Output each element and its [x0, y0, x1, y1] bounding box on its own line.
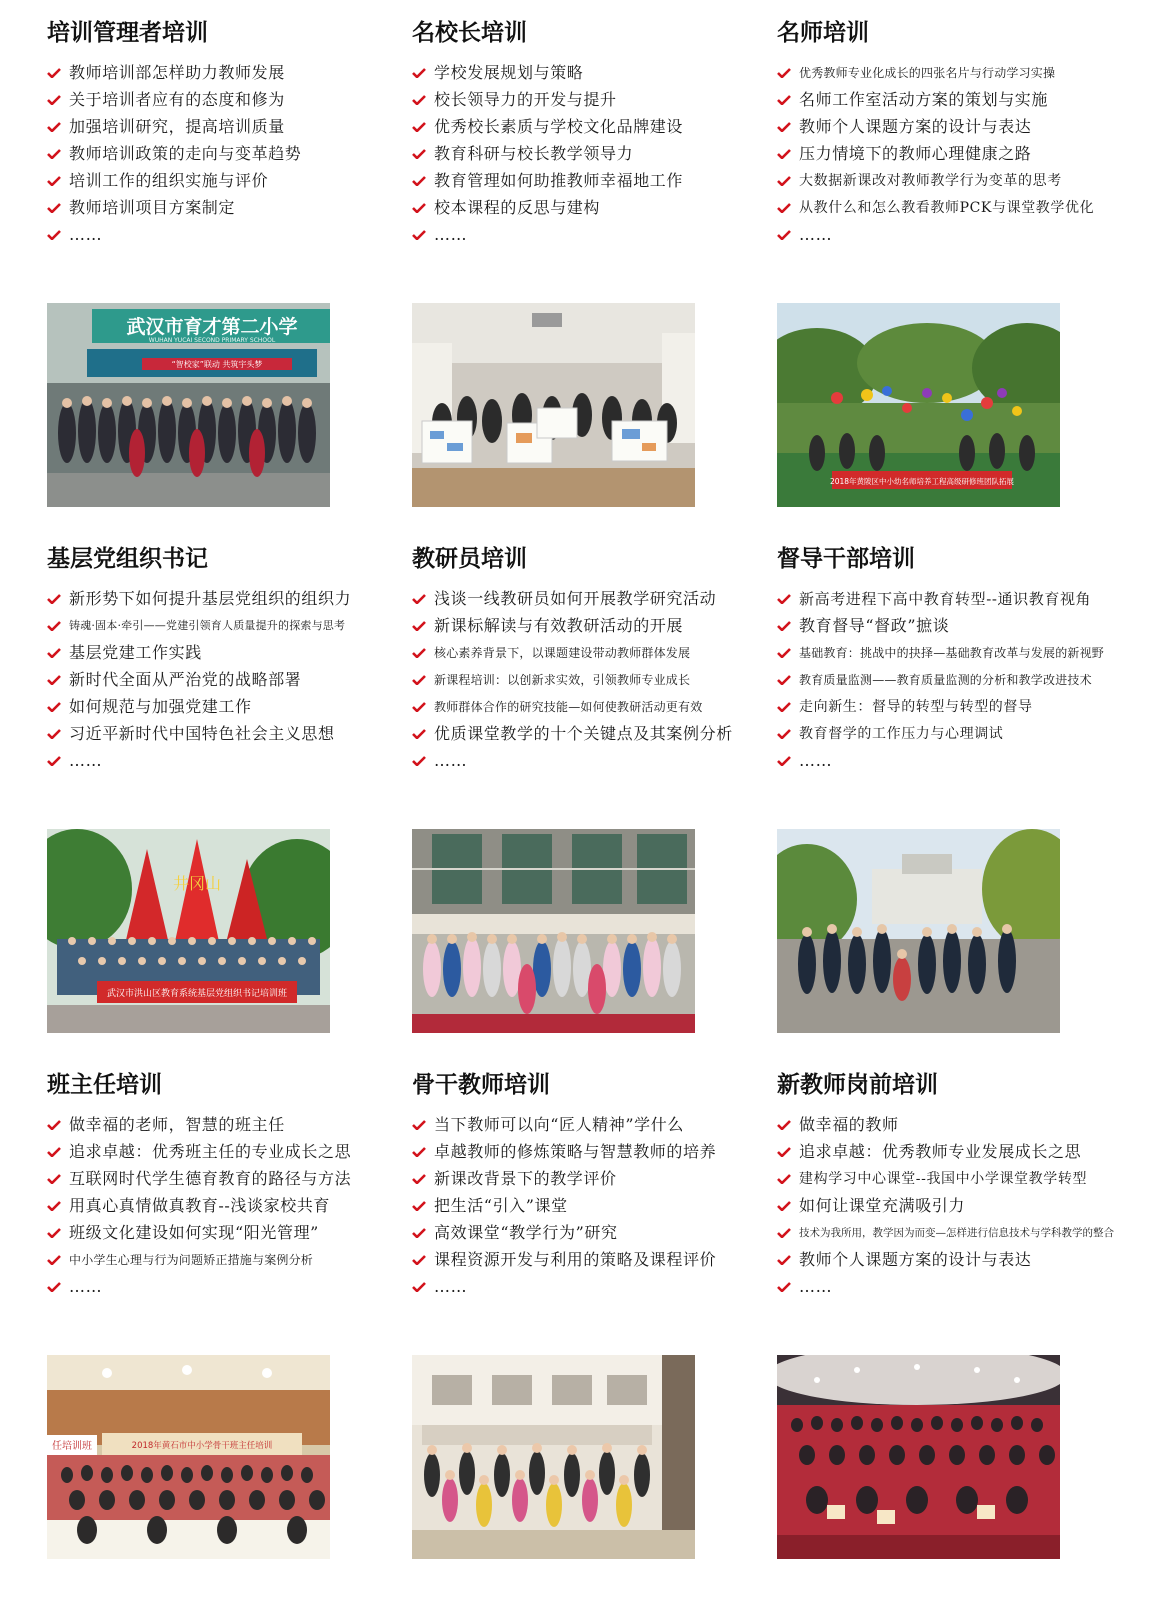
- topic-text: 培训工作的组织实施与评价: [69, 171, 269, 190]
- topic-item: [412, 694, 733, 721]
- topic-text: 优秀教师专业化成长的四张名片与行动学习实操: [799, 66, 1056, 80]
- topic-item: [412, 1112, 716, 1139]
- topic-item: [47, 222, 301, 249]
- check-icon: [47, 1120, 61, 1130]
- topic-item: [47, 87, 301, 114]
- topic-text: 中小学生心理与行为问题矫正措施与案例分析: [69, 1253, 314, 1267]
- check-icon: [777, 1228, 791, 1238]
- banner-text: “智校家”联动 共筑宇头梦: [171, 360, 263, 369]
- topic-text: 追求卓越：优秀教师专业发展成长之思: [799, 1142, 1082, 1161]
- campus-group-photo: [777, 829, 1060, 1033]
- topic-item: [777, 114, 1094, 141]
- topic-text: ……: [799, 225, 833, 244]
- check-icon: [47, 756, 61, 766]
- topic-item: [777, 1139, 1114, 1166]
- topic-item: [777, 222, 1094, 249]
- check-icon: [412, 1282, 426, 1292]
- check-icon: [412, 729, 426, 739]
- check-icon: [777, 230, 791, 240]
- topic-text: ……: [434, 1277, 468, 1296]
- topic-text: 班级文化建设如何实现“阳光管理”: [69, 1223, 319, 1242]
- topic-item: [47, 613, 351, 640]
- topic-item: [412, 1139, 716, 1166]
- check-icon: [412, 675, 426, 685]
- topic-text: 新形势下如何提升基层党组织的组织力: [69, 589, 352, 608]
- check-icon: [777, 176, 791, 186]
- check-icon: [777, 68, 791, 78]
- topic-text: 新课程培训：以创新求实效，引领教师专业成长: [434, 673, 691, 687]
- topic-item: [777, 613, 1104, 640]
- check-icon: [47, 122, 61, 132]
- check-icon: [47, 729, 61, 739]
- check-icon: [777, 1147, 791, 1157]
- topic-list: [777, 1112, 1114, 1301]
- topic-text: 优质课堂教学的十个关键点及其案例分析: [434, 724, 733, 743]
- topic-text: 新课标解读与有效教研活动的开展: [434, 616, 684, 635]
- topic-text: 新高考进程下高中教育转型--通识教育视角: [799, 590, 1092, 608]
- check-icon: [777, 756, 791, 766]
- topic-item: [47, 1274, 351, 1301]
- topic-text: 教育管理如何助推教师幸福地工作: [434, 171, 684, 190]
- topic-text: 校长领导力的开发与提升: [434, 90, 617, 109]
- section-title: 基层党组织书记: [47, 546, 208, 572]
- topic-text: 新课改背景下的教学评价: [434, 1169, 617, 1188]
- check-icon: [412, 1120, 426, 1130]
- topic-text: 当下教师可以向“匠人精神”学什么: [434, 1115, 684, 1134]
- topic-text: 教师个人课题方案的设计与表达: [799, 1250, 1032, 1269]
- topic-item: [47, 1247, 351, 1274]
- topic-text: 教育科研与校长教学领导力: [434, 144, 634, 163]
- topic-item: [47, 1139, 351, 1166]
- section-title: 培训管理者培训: [47, 20, 208, 46]
- auditorium-photo: [47, 1355, 330, 1559]
- topic-text: 用真心真情做真教育--浅谈家校共育: [69, 1196, 331, 1215]
- topic-item: [412, 613, 733, 640]
- banner-text: 2018年黄陂区中小幼名师培养工程高级研修班团队拓展: [829, 477, 1015, 486]
- check-icon: [412, 122, 426, 132]
- topic-text: 习近平新时代中国特色社会主义思想: [69, 724, 335, 743]
- topic-text: 关于培训者应有的态度和修为: [69, 90, 285, 109]
- section-title: 名校长培训: [412, 20, 527, 46]
- topic-text: 做幸福的老师，智慧的班主任: [69, 1115, 285, 1134]
- topic-item: [412, 195, 683, 222]
- check-icon: [47, 176, 61, 186]
- topic-text: 追求卓越：优秀班主任的专业成长之思: [69, 1142, 352, 1161]
- topic-item: [412, 141, 683, 168]
- topic-list: [777, 586, 1104, 775]
- check-icon: [777, 95, 791, 105]
- topic-text: 铸魂·固本·牵引——党建引领育人质量提升的探索与思考: [69, 619, 346, 632]
- section-title: 新教师岗前培训: [777, 1072, 938, 1098]
- check-icon: [412, 621, 426, 631]
- topic-text: 做幸福的教师: [799, 1115, 899, 1134]
- topic-text: 走向新生：督导的转型与转型的督导: [799, 699, 1033, 715]
- check-icon: [412, 594, 426, 604]
- topic-text: ……: [799, 1277, 833, 1296]
- topic-item: [412, 1220, 716, 1247]
- topic-list: [47, 586, 351, 775]
- topic-item: [412, 1247, 716, 1274]
- check-icon: [777, 122, 791, 132]
- check-icon: [777, 1201, 791, 1211]
- classroom-photo: [412, 303, 695, 507]
- check-icon: [47, 1255, 61, 1265]
- section-title: 督导干部培训: [777, 546, 915, 572]
- topic-text: 从教什么和怎么教看教师PCK与课堂教学优化: [799, 200, 1095, 216]
- check-icon: [777, 1120, 791, 1130]
- check-icon: [412, 203, 426, 213]
- check-icon: [47, 1201, 61, 1211]
- topic-item: [412, 640, 733, 667]
- topic-item: [47, 640, 351, 667]
- check-icon: [777, 621, 791, 631]
- topic-text: 学校发展规划与策略: [434, 63, 584, 82]
- topic-item: [412, 168, 683, 195]
- topic-text: 优秀校长素质与学校文化品牌建设: [434, 117, 684, 136]
- building-group-photo: [412, 829, 695, 1033]
- topic-text: 如何让课堂充满吸引力: [799, 1196, 966, 1215]
- topic-list: [47, 1112, 351, 1301]
- topic-item: [777, 87, 1094, 114]
- topic-item: [777, 1247, 1114, 1274]
- topic-text: 卓越教师的修炼策略与智慧教师的培养: [434, 1142, 717, 1161]
- check-icon: [412, 702, 426, 712]
- check-icon: [777, 648, 791, 658]
- check-icon: [47, 675, 61, 685]
- topic-item: [412, 114, 683, 141]
- check-icon: [47, 230, 61, 240]
- topic-text: ……: [69, 751, 103, 770]
- topic-text: 压力情境下的教师心理健康之路: [799, 144, 1032, 163]
- topic-text: 把生活“引入”课堂: [434, 1196, 568, 1215]
- topic-item: [47, 114, 301, 141]
- check-icon: [47, 1282, 61, 1292]
- check-icon: [412, 756, 426, 766]
- topic-text: 高效课堂“教学行为”研究: [434, 1223, 618, 1242]
- topic-item: [47, 667, 351, 694]
- topic-text: 浅谈一线教研员如何开展教学研究活动: [434, 589, 717, 608]
- topic-text: ……: [799, 751, 833, 770]
- topic-item: [47, 60, 301, 87]
- check-icon: [47, 68, 61, 78]
- check-icon: [777, 729, 791, 739]
- check-icon: [47, 95, 61, 105]
- topic-text: 新时代全面从严治党的战略部署: [69, 670, 302, 689]
- check-icon: [412, 1147, 426, 1157]
- topic-text: 技术为我所用，教学因为而变—怎样进行信息技术与学科教学的整合: [799, 1227, 1114, 1239]
- banner-text: 2018年黄石市中小学骨干班主任培训: [131, 1441, 273, 1451]
- check-icon: [777, 594, 791, 604]
- check-icon: [47, 621, 61, 631]
- outdoor-team-photo: [777, 303, 1060, 507]
- topic-item: [777, 1193, 1114, 1220]
- topic-text: 教育督导“督政”摭谈: [799, 616, 950, 635]
- topic-item: [412, 748, 733, 775]
- topic-text: ……: [69, 1277, 103, 1296]
- monument-group-photo: [47, 829, 330, 1033]
- banner-text: 武汉市洪山区教育系统基层党组织书记培训班: [106, 989, 288, 999]
- lecture-hall-photo: [777, 1355, 1060, 1559]
- topic-item: [47, 1112, 351, 1139]
- topic-item: [47, 1166, 351, 1193]
- topic-item: [47, 1193, 351, 1220]
- check-icon: [412, 1228, 426, 1238]
- topic-item: [47, 1220, 351, 1247]
- topic-item: [47, 748, 351, 775]
- check-icon: [412, 1174, 426, 1184]
- topic-text: 教育督学的工作压力与心理调试: [799, 726, 1004, 742]
- topic-text: 基础教育：挑战中的抉择—基础教育改革与发展的新视野: [799, 646, 1105, 660]
- topic-item: [47, 694, 351, 721]
- topic-item: [47, 721, 351, 748]
- topic-item: [777, 721, 1104, 748]
- check-icon: [777, 1255, 791, 1265]
- topic-item: [47, 586, 351, 613]
- topic-text: 如何规范与加强党建工作: [69, 697, 252, 716]
- topic-text: 教师个人课题方案的设计与表达: [799, 117, 1032, 136]
- banner-left-text: 任培训班: [52, 1441, 92, 1452]
- topic-text: 课程资源开发与利用的策略及课程评价: [434, 1250, 717, 1269]
- topic-text: 互联网时代学生德育教育的路径与方法: [69, 1169, 352, 1188]
- check-icon: [47, 1174, 61, 1184]
- section-title: 骨干教师培训: [412, 1072, 550, 1098]
- topic-text: 教师群体合作的研究技能—如何使教研活动更有效: [434, 700, 703, 714]
- topic-list: [777, 60, 1094, 249]
- topic-text: 教师培训部怎样助力教师发展: [69, 63, 285, 82]
- school-sign: 武汉市育才第二小学: [126, 316, 298, 338]
- check-icon: [412, 149, 426, 159]
- courtyard-group-photo: [412, 1355, 695, 1559]
- topic-item: [47, 168, 301, 195]
- topic-item: [412, 1274, 716, 1301]
- check-icon: [47, 702, 61, 712]
- topic-text: 名师工作室活动方案的策划与实施: [799, 90, 1049, 109]
- topic-text: 大数据新课改对教师教学行为变革的思考: [799, 173, 1062, 189]
- check-icon: [412, 648, 426, 658]
- topic-list: [47, 60, 301, 249]
- topic-text: 加强培训研究，提高培训质量: [69, 117, 285, 136]
- topic-item: [777, 60, 1094, 87]
- check-icon: [47, 1228, 61, 1238]
- check-icon: [412, 68, 426, 78]
- section-title: 教研员培训: [412, 546, 527, 572]
- topic-item: [777, 640, 1104, 667]
- check-icon: [777, 675, 791, 685]
- topic-item: [777, 1274, 1114, 1301]
- topic-text: ……: [434, 225, 468, 244]
- topic-item: [777, 168, 1094, 195]
- check-icon: [47, 203, 61, 213]
- check-icon: [412, 230, 426, 240]
- topic-text: 校本课程的反思与建构: [434, 198, 601, 217]
- topic-item: [412, 1166, 716, 1193]
- topic-item: [777, 586, 1104, 613]
- check-icon: [777, 1174, 791, 1184]
- check-icon: [47, 1147, 61, 1157]
- topic-text: 教师培训政策的走向与变革趋势: [69, 144, 302, 163]
- topic-item: [777, 1166, 1114, 1193]
- section-title: 班主任培训: [47, 1072, 162, 1098]
- check-icon: [412, 1255, 426, 1265]
- check-icon: [412, 1201, 426, 1211]
- topic-text: 教育质量监测——教育质量监测的分析和教学改进技术: [799, 673, 1092, 687]
- topic-item: [412, 87, 683, 114]
- check-icon: [777, 1282, 791, 1292]
- topic-item: [777, 748, 1104, 775]
- topic-item: [777, 667, 1104, 694]
- topic-text: 核心素养背景下，以课题建设带动教师群体发展: [434, 646, 691, 660]
- check-icon: [777, 702, 791, 712]
- topic-text: ……: [434, 751, 468, 770]
- topic-item: [777, 694, 1104, 721]
- topic-text: 基层党建工作实践: [69, 643, 202, 662]
- check-icon: [777, 203, 791, 213]
- topic-item: [412, 721, 733, 748]
- topic-item: [777, 1220, 1114, 1247]
- topic-item: [412, 667, 733, 694]
- topic-list: [412, 60, 683, 249]
- topic-item: [412, 222, 683, 249]
- topic-text: 教师培训项目方案制定: [69, 198, 236, 217]
- topic-text: ……: [69, 225, 103, 244]
- check-icon: [412, 176, 426, 186]
- topic-item: [47, 141, 301, 168]
- topic-list: [412, 1112, 716, 1301]
- topic-item: [777, 195, 1094, 222]
- group-photo: [47, 303, 330, 507]
- school-sign-en: WUHAN YUCAI SECOND PRIMARY SCHOOL: [148, 337, 276, 344]
- topic-item: [777, 141, 1094, 168]
- check-icon: [777, 149, 791, 159]
- topic-list: [412, 586, 733, 775]
- topic-item: [47, 195, 301, 222]
- check-icon: [47, 149, 61, 159]
- check-icon: [47, 594, 61, 604]
- check-icon: [47, 648, 61, 658]
- check-icon: [412, 95, 426, 105]
- topic-item: [412, 1193, 716, 1220]
- monument-text: 井冈山: [172, 874, 222, 893]
- topic-item: [412, 586, 733, 613]
- topic-item: [412, 60, 683, 87]
- topic-text: 建构学习中心课堂--我国中小学课堂教学转型: [799, 1171, 1088, 1187]
- topic-item: [777, 1112, 1114, 1139]
- section-title: 名师培训: [777, 20, 869, 46]
